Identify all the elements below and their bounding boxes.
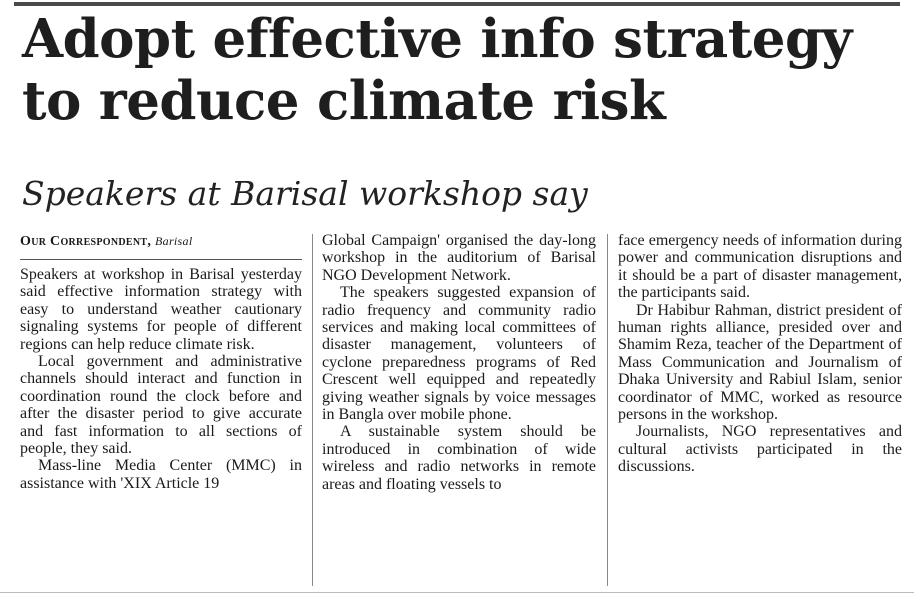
byline-author: Our Correspondent,	[20, 234, 152, 249]
subhead: Speakers at Barisal workshop say	[22, 174, 588, 213]
headline	[22, 8, 902, 132]
column-divider	[312, 234, 313, 586]
top-rule	[14, 2, 900, 6]
byline-place: Barisal	[155, 234, 193, 248]
paragraph: Speakers at workshop in Barisal yesterday said effective information strategy with easy to understand weather cautionary signaling systems for people of different regions can help reduce climate risk.	[20, 266, 302, 353]
paragraph: Mass-line Media Center (MMC) in assistance with 'XIX Article 19	[20, 457, 302, 492]
bottom-rule	[0, 592, 914, 593]
paragraph: Local government and administrative channels should interact and function in coordination round the clock before and after the disaster period to give accurate and fast information to all sections of people, they said.	[20, 353, 302, 458]
paragraph: face emergency needs of information during power and communication disruptions and it should be a part of disaster management, the participants said.	[618, 232, 902, 302]
column-2	[322, 232, 596, 590]
column-3	[618, 232, 902, 590]
paragraph: The speakers suggested expansion of radio frequency and community radio services and making local committees of disaster management, volunteers of cyclone preparedness programs of Red Crescent well equipped and repeatedly giving weather signals by voice messages in Bangla over mobile phone.	[322, 284, 596, 424]
paragraph: Dr Habibur Rahman, district president of human rights alliance, presided over and Shamim Reza, teacher of the Department of Mass Communication and Journalism of Dhaka University and Rabiul Islam, senior coordinator of MMC, worked as resource persons in the workshop.	[618, 301, 902, 424]
column-1	[20, 232, 302, 590]
paragraph: A sustainable system should be introduced in combination of wide wireless and radio networks in remote areas and floating vessels to	[322, 423, 596, 493]
headline-line-1: Adopt effective info strategy	[22, 8, 852, 70]
column-divider	[607, 234, 608, 586]
paragraph: Journalists, NGO representatives and cultural activists participated in the discussions.	[618, 423, 902, 476]
headline-line-2: to reduce climate risk	[22, 70, 666, 132]
paragraph: Global Campaign' organised the day-long workshop in the auditorium of Barisal NGO Development Network.	[322, 232, 596, 284]
byline	[20, 232, 302, 260]
article-body	[20, 232, 900, 590]
